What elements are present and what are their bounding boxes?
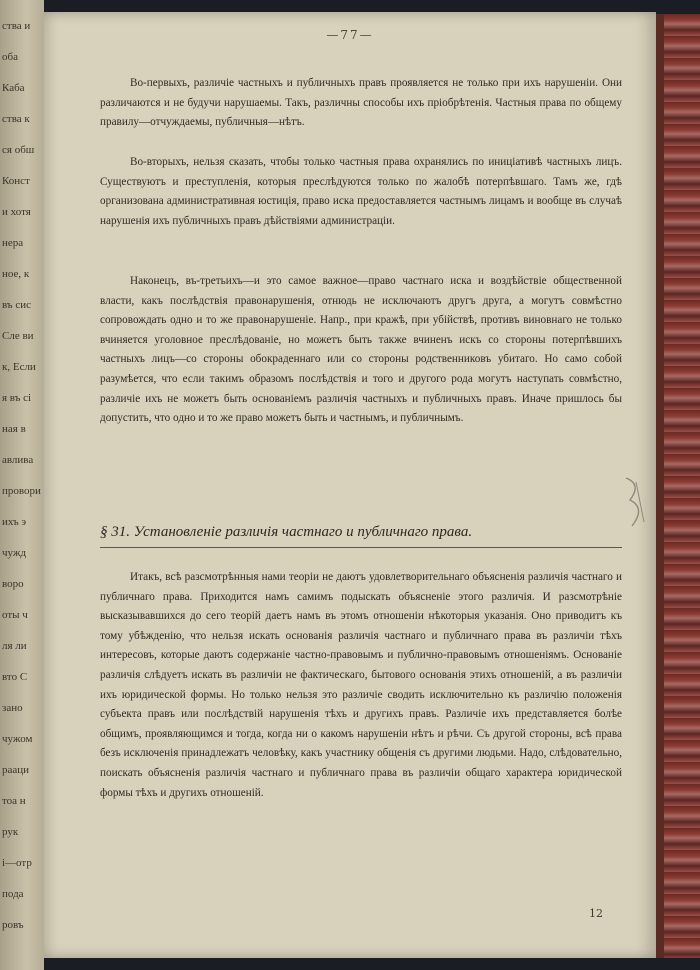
pencil-annotation bbox=[622, 474, 650, 530]
facing-page-fragment: ное, к bbox=[2, 268, 30, 280]
facing-page-fragment: оба bbox=[2, 51, 18, 63]
book-page bbox=[44, 12, 656, 958]
facing-page-fragment: ровъ bbox=[2, 919, 24, 931]
section-heading: § 31. Установленіе различія частнаго и публичнаго права. bbox=[100, 524, 622, 548]
facing-page-fragment: я въ сі bbox=[2, 392, 32, 404]
paragraph-1: Во-первыхъ, различіе частныхъ и публичныхъ правъ проявляется не только при ихъ нарушеніи. Они различаются и не будучи нарушаемы. Такъ, различны способы ихъ пріобрѣтенія. Частныя права по общему правилу—отчуждаемы, публичныя—нѣтъ. bbox=[100, 77, 622, 129]
facing-page-fragment: ная в bbox=[2, 423, 26, 435]
facing-page-fragment: рук bbox=[2, 826, 19, 838]
signature-mark: 12 bbox=[589, 907, 603, 920]
facing-page-fragment: чужд bbox=[2, 547, 27, 559]
paragraph-2: Во-вторыхъ, нельзя сказать, чтобы только частныя права охранялись по иниціативѣ частныхъ лицъ. Существуютъ и преступленія, которыя преслѣдуются только по жалобѣ потерпѣвшаго. Тамъ же, гдѣ организована административная юстиція, право иска предоставляется частнымъ лицамъ и вообще въ случаѣ нарушенія ихъ публичныхъ правъ дѣйствіями администраціи. bbox=[100, 156, 622, 227]
paragraph-4: Итакъ, всѣ разсмотрѣнныя нами теоріи не даютъ удовлетворительнаго объясненія различія частнаго и публичнаго права. Приходится намъ самимъ подыскать объясненіе этого различія. И разсмотрѣніе высказывавшихся до сего теорій даетъ намъ въ этомъ отношеніи нѣкоторыя указанія. Оно приводитъ къ тому убѣжденію, что нельзя искать основанія различія частнаго и публичнаго права въ различіи тѣхъ интересовъ, которые даютъ содержаніе частно-правовымъ и публично-правовымъ отношеніямъ. Основаніе различія слѣдуетъ искать въ различіи не фактическаго, бытового основанія этихъ отношеній, а въ различіи ихъ юридической формы. Но только нельзя это различіе сводить исключительно къ различію положенія субъекта правъ или послѣдствій нарушенія тѣхъ и другихъ правъ. Различіе ихъ представляется болѣе общимъ, проявляющимся и тогда, когда ни о какомъ нарушеніи нѣтъ и рѣчи. Съ другой стороны, всѣ права безъ исключенія принадлежатъ человѣку, какъ участнику общенія съ другими людьми. Надо, слѣдовательно, поискать объясненія различія частнаго и публичнаго права въ различіи общаго характера юридической формы тѣхъ и другихъ отношеній. bbox=[100, 571, 622, 799]
facing-page-fragment: Конст bbox=[2, 175, 30, 187]
facing-page-fragment: чужом bbox=[2, 733, 33, 745]
facing-page-fragment: ства к bbox=[2, 113, 30, 125]
facing-page-fragment: к, Если bbox=[2, 361, 36, 373]
book-edge-marbled bbox=[656, 14, 700, 958]
facing-page-fragment: нера bbox=[2, 237, 24, 249]
facing-page-fragment: провори bbox=[2, 485, 41, 497]
facing-page-fragment: ихъ э bbox=[2, 516, 27, 528]
page-number: —77— bbox=[326, 28, 374, 42]
facing-page-fragment: рааци bbox=[2, 764, 30, 776]
facing-page-fragment: воро bbox=[2, 578, 24, 590]
facing-page-fragment: і—отр bbox=[2, 857, 32, 869]
facing-page-fragment: въ сис bbox=[2, 299, 32, 311]
facing-page-fragment: авлива bbox=[2, 454, 34, 466]
facing-page-fragment: ся обш bbox=[2, 144, 35, 156]
facing-page-fragment: Каба bbox=[2, 82, 25, 94]
facing-page-fragment: вто С bbox=[2, 671, 28, 683]
facing-page-fragment: пода bbox=[2, 888, 24, 900]
facing-page-fragment: и хотя bbox=[2, 206, 31, 218]
facing-page-fragment: тоа н bbox=[2, 795, 26, 807]
facing-page-edge bbox=[0, 0, 44, 970]
facing-page-fragment: ля ли bbox=[2, 640, 27, 652]
paragraph-3: Наконецъ, въ-третьихъ—и это самое важное—право частнаго иска и воздѣйствіе общественной власти, какъ послѣдствія правонарушенія, отнюдь не исключаютъ другъ друга, а могутъ совмѣстно сопровождать одно и то же правонарушеніе. Напр., при кражѣ, при убійствѣ, противъ виновнаго не только вчиняется уголовное преслѣдованіе, но можетъ быть также вчиненъ искъ со стороны потерпѣвшихъ частныхъ лицъ—со стороны обокраденнаго или со стороны родственниковъ убитаго. Но само собой разумѣется, что если такимъ образомъ послѣдствія и того и другого рода могутъ наступать совмѣстно, различіе ихъ не можетъ быть основаніемъ различія частныхъ и публичныхъ правъ. Иначе пришлось бы допустить, что одно и то же право можетъ быть и частнымъ, и публичнымъ. bbox=[100, 275, 622, 425]
facing-page-fragment: Сле ви bbox=[2, 330, 34, 342]
facing-page-fragment: зано bbox=[2, 702, 23, 714]
facing-page-fragment: оты ч bbox=[2, 609, 28, 621]
facing-page-fragment: ства и bbox=[2, 20, 31, 32]
